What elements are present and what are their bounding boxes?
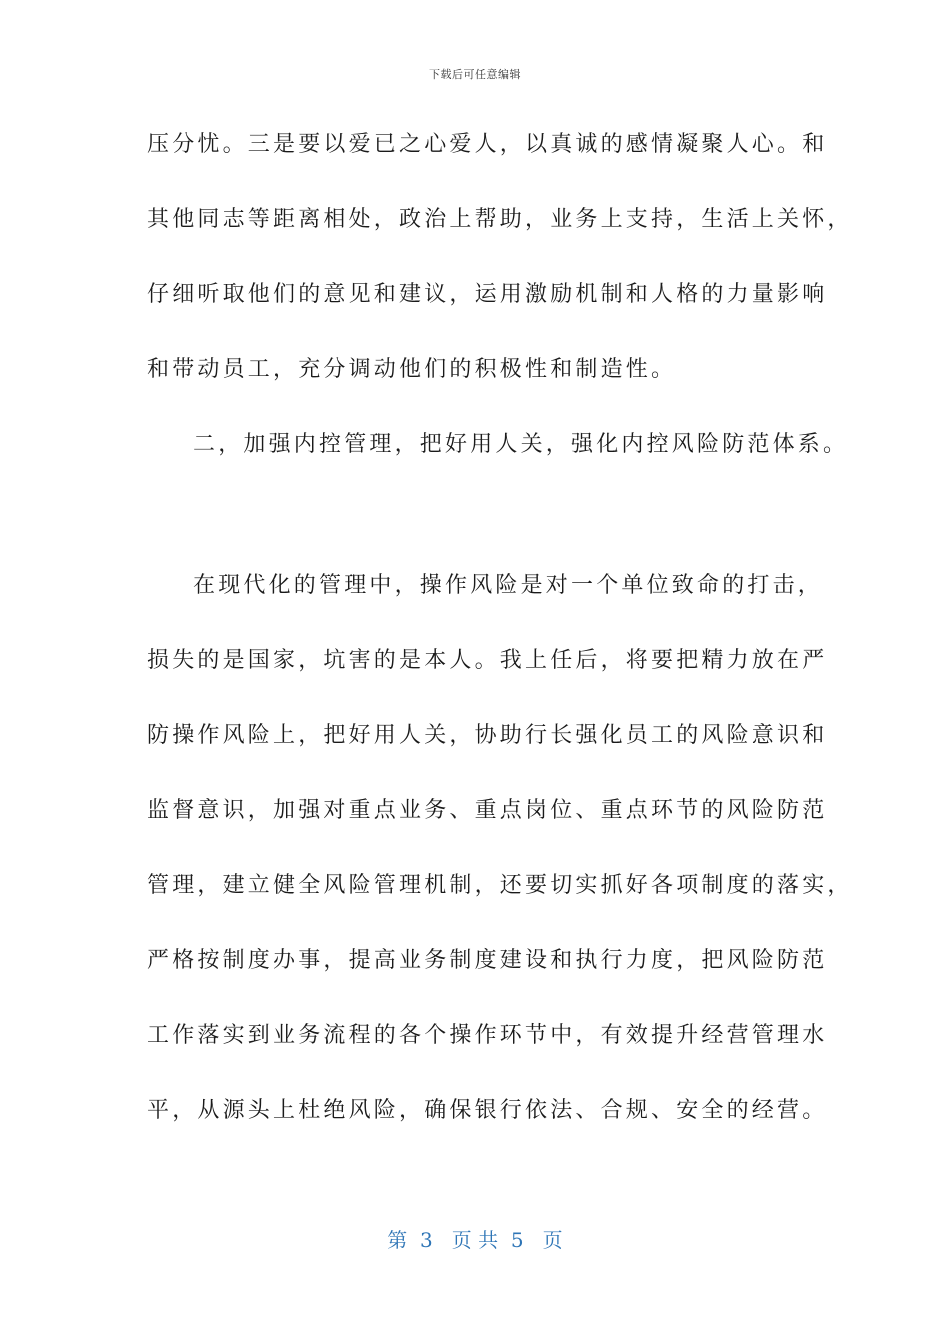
body-line-13: 平，从源头上杜绝风险，确保银行依法、合规、安全的经营。 [147, 1098, 828, 1123]
body-line-12: 工作落实到业务流程的各个操作环节中，有效提升经营管理水 [147, 1023, 828, 1048]
document-body [147, 126, 853, 1167]
body-line-8: 防操作风险上，把好用人关，协助行长强化员工的风险意识和 [147, 723, 828, 748]
body-line-1: 压分忧。三是要以爱已之心爱人，以真诚的感情凝聚人心。和 [147, 132, 828, 157]
body-line-6: 在现代化的管理中，操作风险是对一个单位致命的打击， [193, 573, 824, 598]
body-line-3: 仔细听取他们的意见和建议，运用激励机制和人格的力量影响 [147, 282, 828, 307]
body-line-10: 管理，建立健全风险管理机制，还要切实抓好各项制度的落实， [147, 873, 853, 898]
paragraph-gap [147, 501, 807, 567]
body-line-7: 损失的是国家，坑害的是本人。我上任后，将要把精力放在严 [147, 648, 828, 673]
page-header: 下载后可任意编辑 [429, 68, 521, 81]
section-heading: 二，加强内控管理，把好用人关，强化内控风险防范体系。 [193, 432, 849, 457]
body-line-2: 其他同志等距离相处，政治上帮助，业务上支持，生活上关怀， [147, 207, 853, 232]
body-line-11: 严格按制度办事，提高业务制度建设和执行力度，把风险防范 [147, 948, 828, 973]
page-number-footer: 第 3 页 共 5 页 [387, 1228, 563, 1252]
body-line-4: 和带动员工，充分调动他们的积极性和制造性。 [147, 357, 677, 382]
body-line-9: 监督意识，加强对重点业务、重点岗位、重点环节的风险防范 [147, 798, 828, 823]
